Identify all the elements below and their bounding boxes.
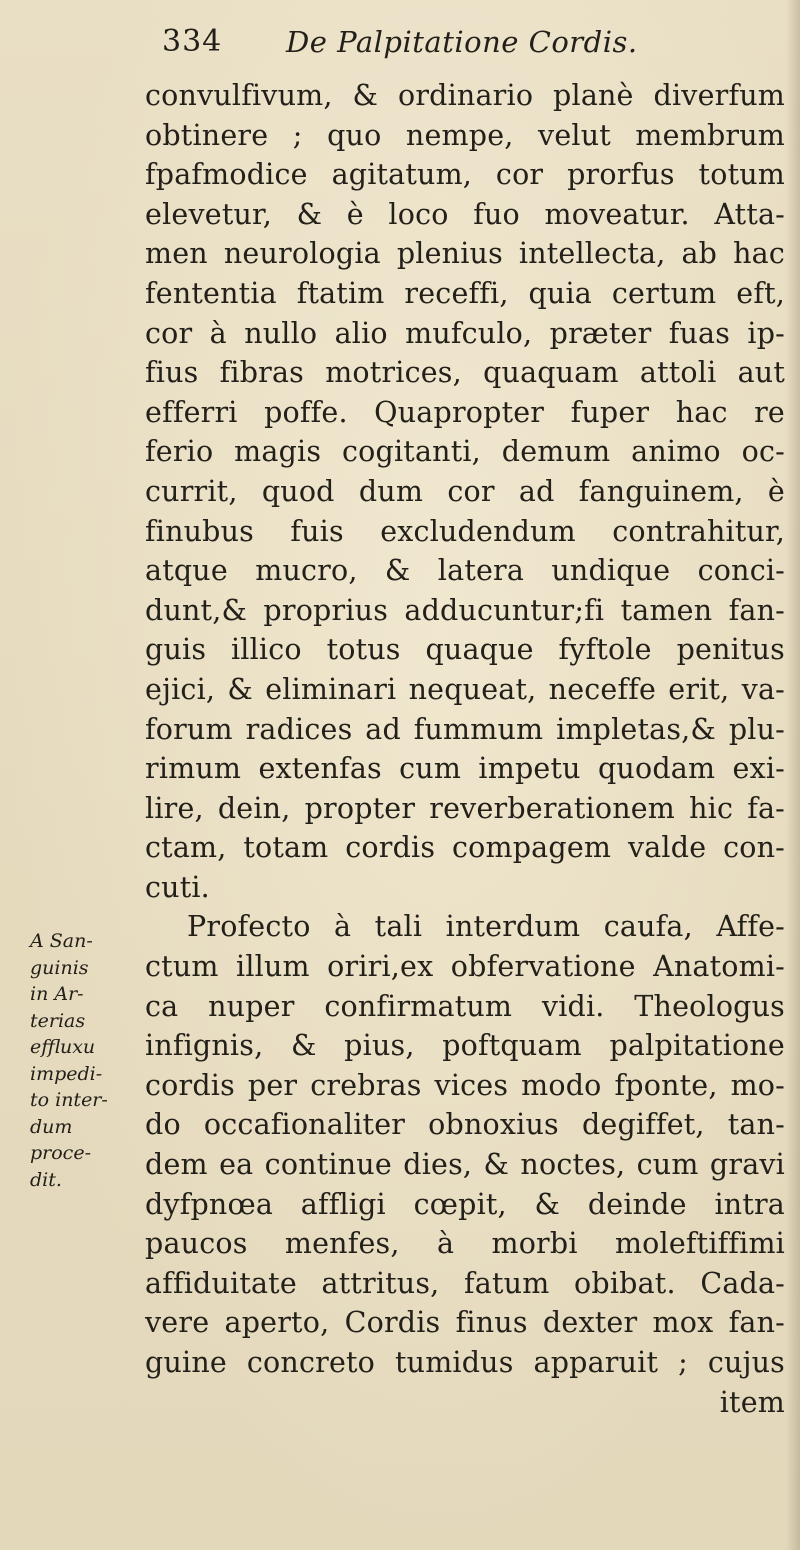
text-line: rimum extenfas cum impetu quodam exi- (145, 752, 785, 786)
text-line: men neurologia plenius intellecta, ab hac (145, 237, 785, 271)
text-line: currit, quod dum cor ad fanguinem, è (145, 474, 785, 508)
margin-note (30, 928, 138, 1193)
text-line: convulfivum, & ordinario planè diverfum (145, 79, 785, 112)
catchword: item (719, 1385, 785, 1419)
margin-note-line: A San- (30, 930, 93, 952)
margin-note-line: terias (30, 1009, 86, 1032)
text-line: paucos menfes, à morbi moleftiffimi (145, 1227, 785, 1261)
text-line: lire, dein, propter reverberationem hic fa- (145, 791, 785, 825)
text-line: fius fibras motrices, quaquam attoli aut (145, 356, 785, 390)
text-line: ctam, totam cordis compagem valde con- (145, 831, 785, 865)
text-line: ca nuper confirmatum vidi. Theologus (145, 989, 785, 1023)
text-line: ejici, & eliminari nequeat, neceffe erit, va- (145, 672, 785, 706)
text-line: vere aperto, Cordis finus dexter mox fan- (145, 1306, 785, 1340)
text-line: affiduitate attritus, fatum obibat. Cada- (145, 1266, 785, 1300)
margin-note-line: to inter- (30, 1089, 108, 1111)
margin-note-line: dum (30, 1115, 73, 1138)
margin-note-line: dit. (30, 1168, 62, 1191)
text-line: forum radices ad fummum impletas,& plu- (145, 712, 785, 746)
margin-note-line: guinis (30, 956, 89, 979)
text-line: dem ea continue dies, & noctes, cum gravi (145, 1148, 785, 1182)
text-line: fententia ftatim receffi, quia certum eft, (145, 276, 785, 310)
text-line: ferio magis cogitanti, demum animo oc- (145, 435, 785, 469)
text-line: infignis, & pius, poftquam palpitatione (145, 1029, 785, 1063)
margin-note-line: in Ar- (30, 983, 84, 1005)
text-line: dyfpnœa affligi cœpit, & deinde intra (145, 1187, 785, 1221)
text-line: efferri poffe. Quapropter fuper hac re (145, 395, 785, 429)
text-line: cor à nullo alio mufculo, præter fuas ip- (145, 316, 785, 350)
text-line: obtinere ; quo nempe, velut membrum (145, 118, 785, 152)
page-edge-shadow (786, 0, 800, 1550)
text-line: guine concreto tumidus apparuit ; cujus (145, 1346, 785, 1379)
text-line: guis illico totus quaque fyftole penitus (145, 633, 785, 667)
text-line: dunt,& proprius adducuntur;fi tamen fan- (145, 593, 785, 627)
text-line: cordis per crebras vices modo fponte, mo- (145, 1068, 785, 1102)
page-header (0, 22, 800, 62)
running-title: De Palpitatione Cordis. (286, 25, 638, 59)
text-line: cuti. (145, 870, 210, 904)
text-line: do occafionaliter obnoxius degiffet, tan- (145, 1108, 785, 1142)
margin-note-line: proce- (30, 1142, 91, 1164)
paragraph-start-line: Profecto à tali interdum caufa, Affe- (187, 910, 785, 944)
text-line: ctum illum oriri,ex obfervatione Anatomi- (145, 950, 785, 984)
margin-note-line: effluxu (30, 1036, 96, 1058)
text-line: fpafmodice agitatum, cor prorfus totum (145, 158, 785, 192)
text-line: atque mucro, & latera undique conci- (145, 554, 785, 588)
text-line: finubus fuis excludendum contrahitur, (145, 514, 785, 548)
margin-note-line: impedi- (30, 1062, 103, 1085)
text-line: elevetur, & è loco fuo moveatur. Atta- (145, 197, 785, 231)
page-number: 334 (162, 24, 223, 59)
main-text (145, 76, 785, 1422)
